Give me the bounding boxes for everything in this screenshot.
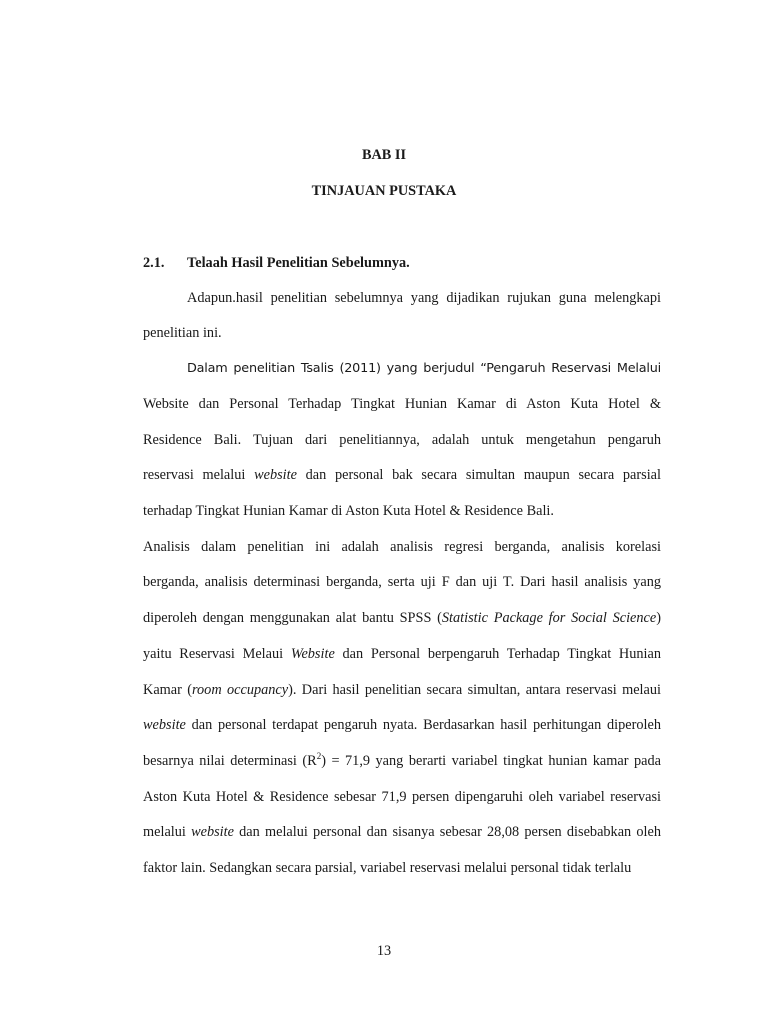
paragraph-3-line-8: Aston Kuta Hotel & Residence sebesar 71,9 persen dipengaruhi oleh variabel reservasi (143, 789, 661, 805)
paragraph-3-line-9 (143, 822, 661, 842)
text-run: ) = 71,9 yang berarti variabel tingkat hunian kamar pada (321, 753, 661, 769)
text-run: dan melalui personal dan sisanya sebesar 28,08 persen disebabkan oleh (233, 824, 662, 840)
text-run: reservasi melalui (143, 467, 255, 483)
paragraph-2-line-1: Dalam penelitian Tsalis (2011) yang berjudul “Pengaruh Reservasi Melalui (187, 361, 661, 376)
paragraph-3-line-5 (143, 680, 661, 700)
text-run: ). Dari hasil penelitian secara simultan, antara reservasi melaui (288, 682, 661, 698)
paragraph-1-line-2: penelitian ini. (143, 325, 222, 341)
text-run: yaitu Reservasi Melaui (143, 646, 291, 662)
text-run: ) (656, 610, 661, 626)
italic-term: room occupancy (192, 682, 289, 698)
paragraph-1-line-1: Adapun.hasil penelitian sebelumnya yang dijadikan rujukan guna melengkapi (187, 290, 661, 306)
paragraph-3-line-7 (143, 751, 661, 771)
paragraph-3-line-3 (143, 608, 661, 628)
superscript: 2 (316, 751, 322, 762)
text-run: diperoleh dengan menggunakan alat bantu SPSS ( (143, 610, 442, 626)
italic-term: Website (290, 646, 335, 662)
paragraph-2-line-2: Website dan Personal Terhadap Tingkat Hunian Kamar di Aston Kuta Hotel & (143, 396, 661, 412)
paragraph-3-line-6 (143, 715, 661, 735)
paragraph-3-line-2: berganda, analisis determinasi berganda, serta uji F dan uji T. Dari hasil analisis yang (143, 574, 661, 590)
paragraph-2-line-3: Residence Bali. Tujuan dari penelitiannya, adalah untuk mengetahun pengaruh (143, 432, 661, 448)
paragraph-2-line-4 (143, 465, 661, 485)
text-run: besarnya nilai determinasi (R (143, 753, 317, 769)
page-number: 13 (376, 943, 392, 959)
text-run: Kamar ( (143, 682, 192, 698)
italic-term: website (254, 467, 297, 483)
section-number: 2.1. (143, 255, 165, 271)
text-run: dan personal terdapat pengaruh nyata. Berdasarkan hasil perhitungan diperoleh (185, 717, 661, 733)
paragraph-3-line-10: faktor lain. Sedangkan secara parsial, variabel reservasi melalui personal tidak terlalu (143, 860, 632, 876)
text-run: dan personal bak secara simultan maupun secara parsial (296, 467, 661, 483)
text-run: dan Personal berpengaruh Terhadap Tingkat Hunian (334, 646, 661, 662)
paragraph-2-line-5: terhadap Tingkat Hunian Kamar di Aston Kuta Hotel & Residence Bali. (143, 503, 554, 519)
chapter-title: TINJAUAN PUSTAKA (311, 183, 457, 199)
text-run: melalui (143, 824, 192, 840)
chapter-label: BAB II (361, 147, 407, 163)
paragraph-3-line-4 (143, 644, 661, 664)
paragraph-3-line-1: Analisis dalam penelitian ini adalah analisis regresi berganda, analisis korelasi (143, 539, 661, 555)
italic-term: website (143, 717, 186, 733)
italic-term: Statistic Package for Social Science (441, 610, 657, 626)
italic-term: website (191, 824, 234, 840)
section-title: Telaah Hasil Penelitian Sebelumnya. (187, 255, 410, 271)
